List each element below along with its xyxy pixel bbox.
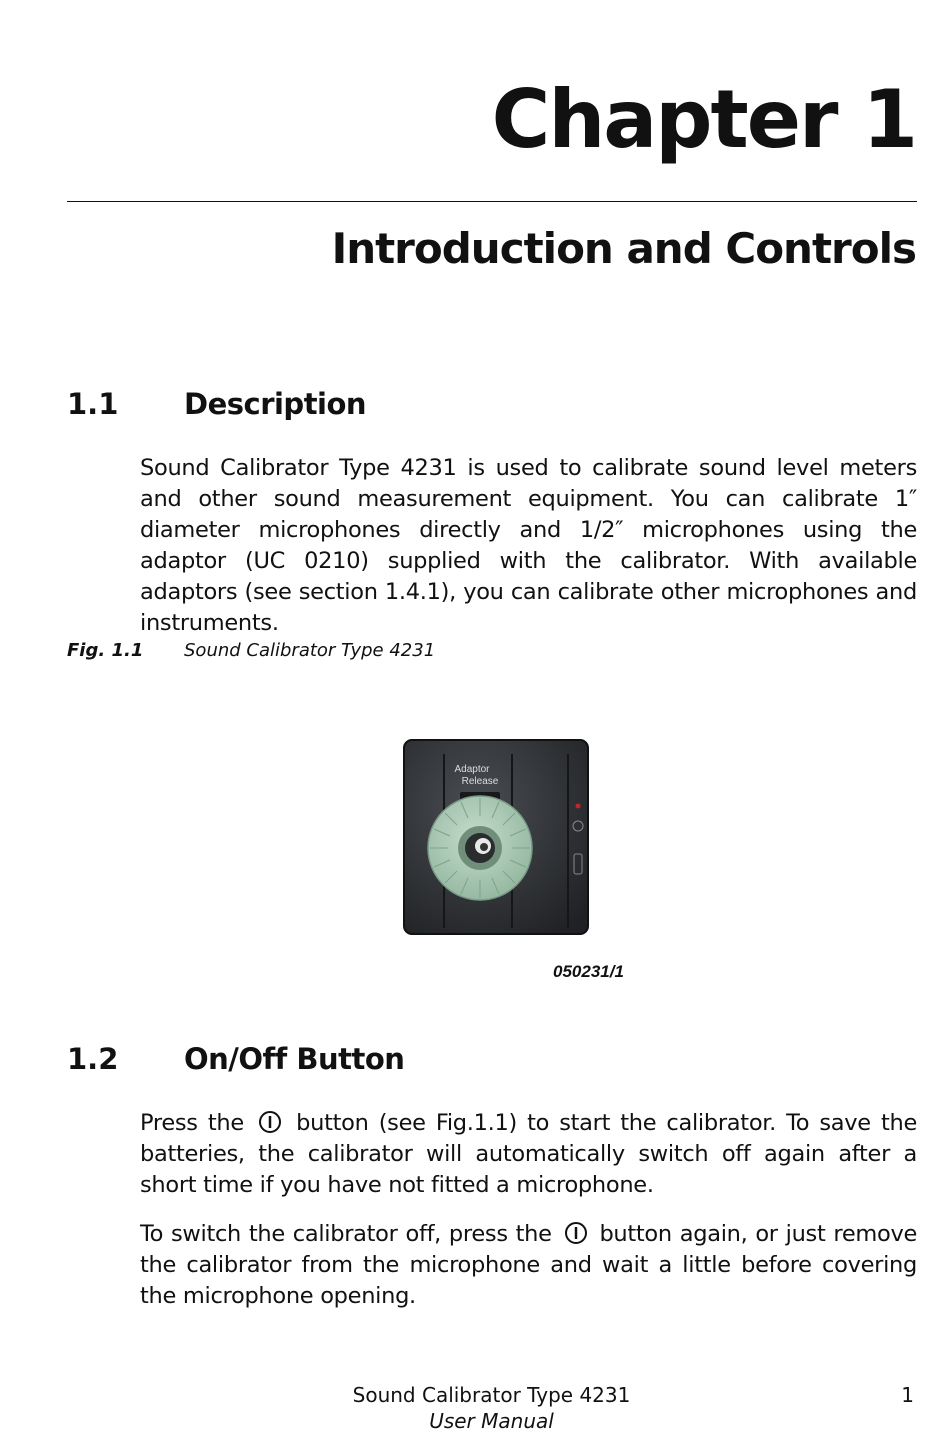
power-icon xyxy=(564,1221,588,1245)
calibrator-photo xyxy=(400,736,592,938)
text-segment: Press the xyxy=(140,1110,244,1136)
page-number: 1 xyxy=(901,1383,914,1407)
onoff-paragraph-1 xyxy=(140,1108,917,1201)
text-segment: button (see Fig.1.1) to start the calibrator. To save the batteries, the calibrator will automatically switch off again after a short time if you have not fitted a microphone. xyxy=(140,1110,917,1198)
power-icon xyxy=(258,1110,282,1134)
figure-caption: Sound Calibrator Type 4231 xyxy=(184,640,436,661)
footer-title: Sound Calibrator Type 4231 xyxy=(352,1383,631,1407)
section-number: 1.2 xyxy=(67,1042,119,1076)
figure-number: Fig. 1.1 xyxy=(67,640,144,661)
image-code: 050231/1 xyxy=(553,962,624,981)
onoff-paragraph-2 xyxy=(140,1219,917,1312)
text-segment: To switch the calibrator off, press the xyxy=(140,1221,552,1247)
section-number: 1.1 xyxy=(67,387,119,421)
chapter-title: Chapter 1 xyxy=(491,73,916,166)
chapter-divider xyxy=(67,201,917,202)
footer-subtitle: User Manual xyxy=(429,1409,554,1433)
device-label-adaptor: Adaptor xyxy=(454,764,490,775)
description-paragraph: Sound Calibrator Type 4231 is used to calibrate sound level meters and other sound measurement equipment. You can calibrate 1″ diameter microphones directly and 1/2″ microphones using the adaptor (UC 0210) supplied with the calibrator. With available adaptors (see section 1.4.1), you can calibrate other microphones and instruments. xyxy=(140,455,917,636)
device-label-release: Release xyxy=(461,776,499,787)
text-segment: button again, or just remove the calibrator from the microphone and wait a little before covering the microphone opening. xyxy=(140,1221,918,1309)
chapter-subtitle: Introduction and Controls xyxy=(331,224,916,273)
section-title: On/Off Button xyxy=(184,1042,405,1076)
section-title: Description xyxy=(184,387,367,421)
